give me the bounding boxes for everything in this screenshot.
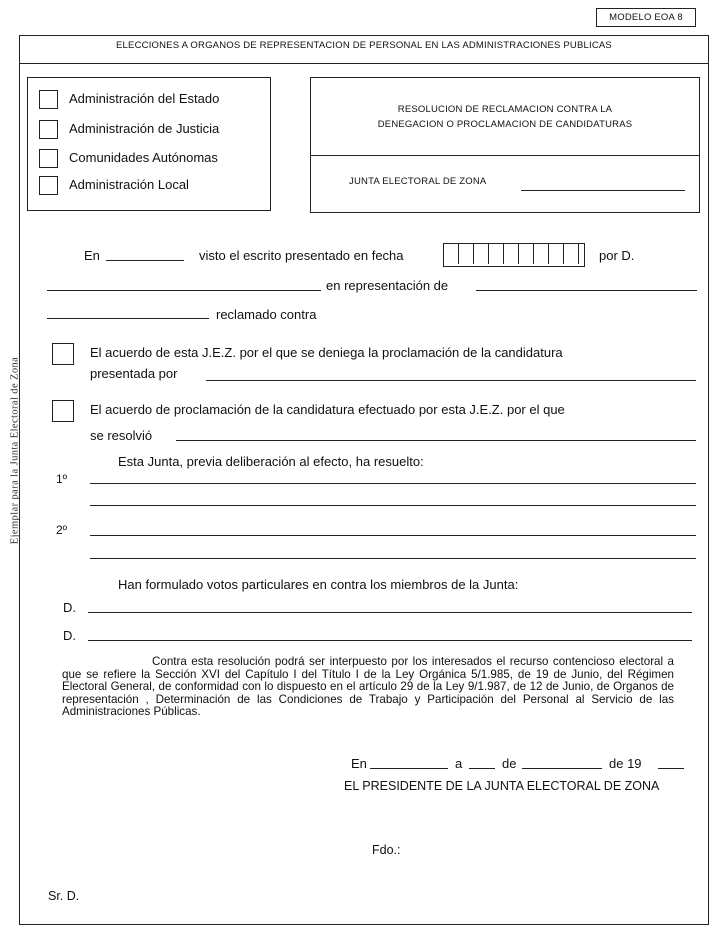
sign-month-field[interactable] xyxy=(522,768,602,769)
junta-label: JUNTA ELECTORAL DE ZONA xyxy=(349,176,487,187)
option1-line2: presentada por xyxy=(90,366,178,381)
sign-day-field[interactable] xyxy=(469,768,495,769)
d-label-2: D. xyxy=(63,628,76,643)
d-label-1: D. xyxy=(63,600,76,615)
header-divider xyxy=(19,63,708,64)
resolution-divider xyxy=(310,155,699,156)
label-justicia: Administración de Justicia xyxy=(69,121,220,136)
item1-line2[interactable] xyxy=(90,505,696,506)
row1-visto: visto el escrito presentado en fecha xyxy=(199,248,404,263)
vote-member-1-field[interactable] xyxy=(88,612,692,613)
item2-label: 2º xyxy=(56,523,68,537)
junta-field[interactable] xyxy=(521,190,685,191)
row1-por: por D. xyxy=(599,248,635,263)
row1-en-field[interactable] xyxy=(106,260,184,261)
sign-de: de xyxy=(502,756,517,771)
resolution-box xyxy=(310,77,700,213)
sign-en: En xyxy=(351,756,367,771)
checkbox-proclamacion[interactable] xyxy=(52,400,74,422)
legal-notice: Contra esta resolución podrá ser interpuesto por los interesados el recurso contencioso electoral a que se refiere la Sección XVI del Capítulo I del Título I de la Ley Orgánica 5/1.985, de 19 de Junio, del Régimen Electoral General, de conformidad con lo dispuesto en el artículo 29 de la Ley 9/1.987, de 12 de Junio, de Organos de representación , Determinación de las Condiciones de Trabajo y Participación del Personal al Servicio de las Administraciones Públicas. xyxy=(62,655,674,718)
resolved-intro: Esta Junta, previa deliberación al efecto, ha resuelto: xyxy=(118,454,424,469)
option1-field[interactable] xyxy=(206,380,696,381)
item1-line1[interactable] xyxy=(90,483,696,484)
row1-en: En xyxy=(84,248,100,263)
resolution-title-line1: RESOLUCION DE RECLAMACION CONTRA LA xyxy=(397,104,613,115)
option2-line1: El acuerdo de proclamación de la candidatura efectuado por esta J.E.Z. por el que xyxy=(90,402,565,417)
option2-line2: se resolvió xyxy=(90,428,153,443)
votes-intro: Han formulado votos particulares en contra los miembros de la Junta: xyxy=(118,577,519,592)
item2-line1[interactable] xyxy=(90,535,696,536)
header-title: ELECCIONES A ORGANOS DE REPRESENTACION DE PERSONAL EN LAS ADMINISTRACIONES PUBLICAS xyxy=(116,40,612,51)
option2-field[interactable] xyxy=(176,440,696,441)
sign-year-field[interactable] xyxy=(658,768,684,769)
label-comunidades: Comunidades Autónomas xyxy=(69,150,218,165)
date-field[interactable] xyxy=(443,243,585,267)
label-estado: Administración del Estado xyxy=(69,91,220,106)
row3-label: reclamado contra xyxy=(216,307,317,322)
president-label: EL PRESIDENTE DE LA JUNTA ELECTORAL DE ZONA xyxy=(344,779,660,793)
item2-line2[interactable] xyxy=(90,558,696,559)
option1-line1: El acuerdo de esta J.E.Z. por el que se deniega la proclamación de la candidatura xyxy=(90,345,563,360)
checkbox-justicia[interactable] xyxy=(39,120,58,139)
side-margin-text: Ejemplar para la Junta Electoral de Zona xyxy=(9,356,21,545)
checkbox-local[interactable] xyxy=(39,176,58,195)
model-tag-text: MODELO EOA 8 xyxy=(609,12,683,23)
row3-field[interactable] xyxy=(47,318,209,319)
row2-field-left[interactable] xyxy=(47,290,321,291)
item1-label: 1º xyxy=(56,472,68,486)
sign-place-field[interactable] xyxy=(370,768,448,769)
sr-label: Sr. D. xyxy=(48,889,80,903)
checkbox-comunidades[interactable] xyxy=(39,149,58,168)
vote-member-2-field[interactable] xyxy=(88,640,692,641)
row2-label: en representación de xyxy=(326,278,449,293)
fdo-label: Fdo.: xyxy=(372,843,401,857)
resolution-title-line2: DENEGACION O PROCLAMACION DE CANDIDATURAS xyxy=(377,119,633,130)
checkbox-estado[interactable] xyxy=(39,90,58,109)
sign-a: a xyxy=(455,756,463,771)
row2-field-right[interactable] xyxy=(476,290,697,291)
model-tag xyxy=(596,8,696,27)
sign-de19: de 19 xyxy=(609,756,642,771)
checkbox-deniega[interactable] xyxy=(52,343,74,365)
label-local: Administración Local xyxy=(69,177,189,192)
